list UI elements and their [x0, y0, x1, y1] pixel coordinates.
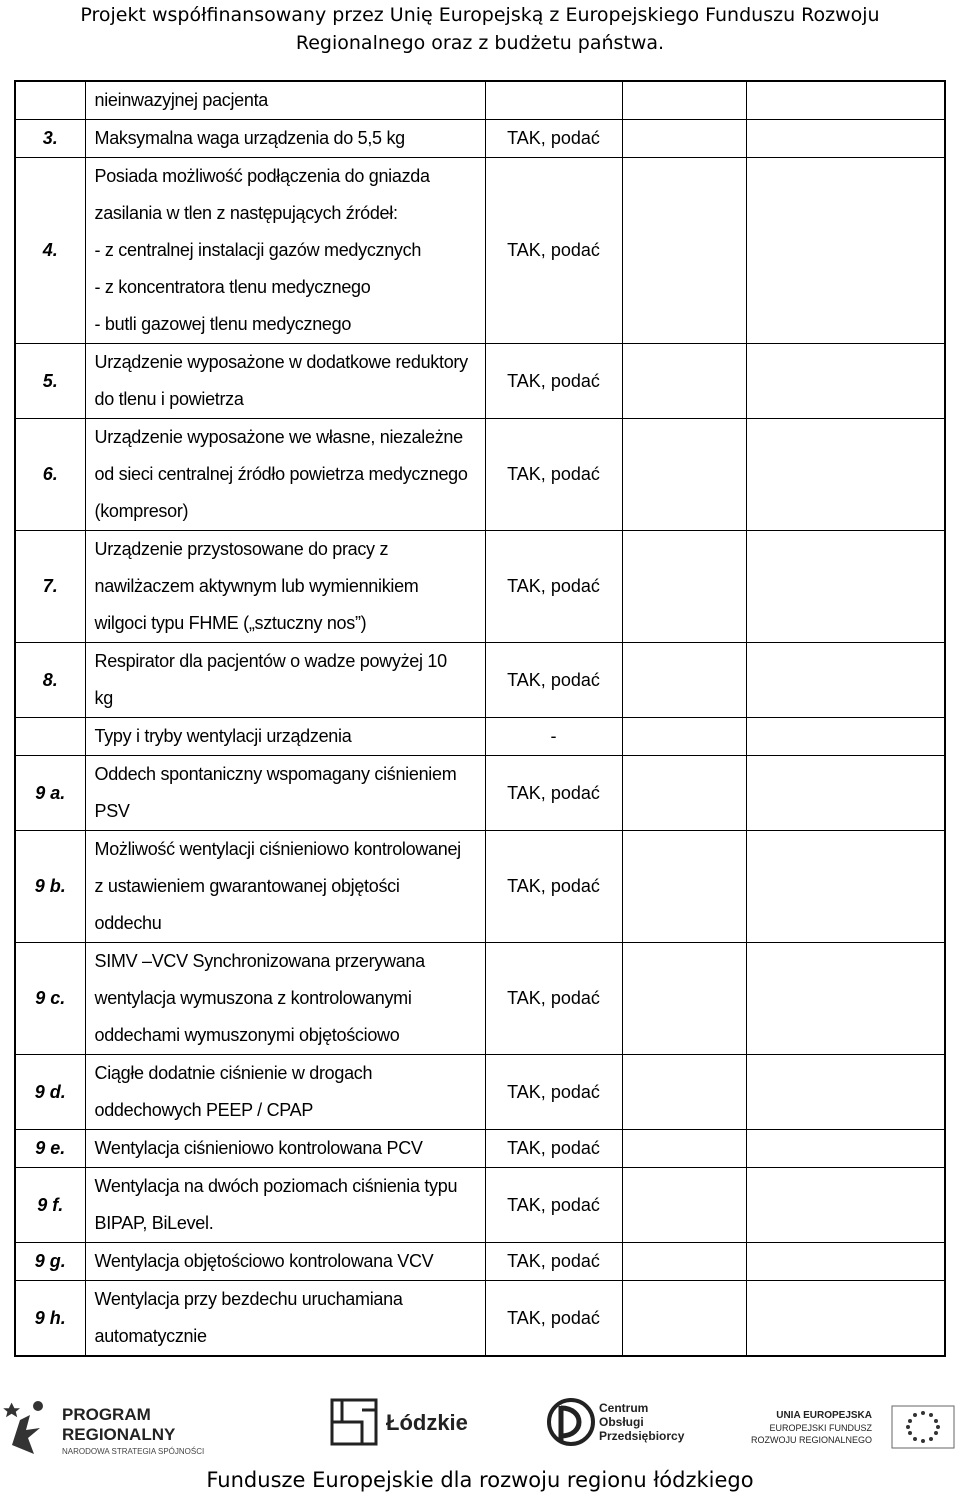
row-description: [85, 1055, 485, 1130]
row-notes-cell: [746, 120, 945, 158]
description-line: Ciągłe dodatnie ciśnienie w drogach: [94, 1063, 373, 1083]
row-requirement: TAK, podać: [485, 1168, 622, 1243]
row-notes-cell: [746, 1168, 945, 1243]
description-line: - butli gazowej tlenu medycznego: [94, 314, 352, 334]
row-number: 9 b.: [15, 831, 85, 943]
table-row: [15, 756, 945, 831]
row-requirement: TAK, podać: [485, 943, 622, 1055]
row-offered-cell: [622, 1281, 746, 1357]
row-notes-cell: [746, 81, 945, 120]
row-offered-cell: [622, 756, 746, 831]
description-line: wilgoci typu FHME („sztuczny nos”): [94, 613, 367, 633]
description-line: Typy i tryby wentylacji urządzenia: [94, 726, 352, 746]
description-line: Maksymalna waga urządzenia do 5,5 kg: [94, 128, 405, 148]
page-footer: Fundusze Europejskie dla rozwoju regionu łódzkiego: [206, 1468, 754, 1492]
row-number: 3.: [15, 120, 85, 158]
table-row: [15, 120, 945, 158]
row-number: 4.: [15, 158, 85, 344]
description-line: Respirator dla pacjentów o wadze powyżej 10: [94, 651, 447, 671]
row-description: [85, 531, 485, 643]
row-notes-cell: [746, 1055, 945, 1130]
description-line: kg: [94, 688, 113, 708]
table-row: [15, 831, 945, 943]
table-row: [15, 718, 945, 756]
lodzkie-emblem-icon: [332, 1400, 376, 1444]
description-line: Wentylacja na dwóch poziomach ciśnienia typu: [94, 1176, 458, 1196]
row-number: 9 d.: [15, 1055, 85, 1130]
description-line: Wentylacja ciśnieniowo kontrolowana PCV: [94, 1138, 423, 1158]
description-line: Posiada możliwość podłączenia do gniazda: [94, 166, 430, 186]
row-description: [85, 943, 485, 1055]
description-line: PSV: [94, 801, 130, 821]
description-line: zasilania w tlen z następujących źródeł:: [94, 203, 398, 223]
description-line: SIMV –VCV Synchronizowana przerywana: [94, 951, 425, 971]
description-line: Wentylacja objętościowo kontrolowana VCV: [94, 1251, 434, 1271]
row-notes-cell: [746, 531, 945, 643]
header-line-2: Regionalnego oraz z budżetu państwa.: [295, 32, 665, 54]
centrum-line-1: Centrum: [599, 1401, 649, 1415]
table-row: [15, 1055, 945, 1130]
description-line: automatycznie: [94, 1326, 207, 1346]
row-description: [85, 756, 485, 831]
description-line: oddechowych PEEP / CPAP: [94, 1100, 314, 1120]
row-number: 9 c.: [15, 943, 85, 1055]
row-notes-cell: [746, 158, 945, 344]
row-offered-cell: [622, 1130, 746, 1168]
row-number: 9 a.: [15, 756, 85, 831]
description-line: do tlenu i powietrza: [94, 389, 244, 409]
row-offered-cell: [622, 531, 746, 643]
description-line: - z centralnej instalacji gazów medycznych: [94, 240, 422, 260]
row-description: [85, 120, 485, 158]
header-line-1: Projekt współfinansowany przez Unię Europejską z Europejskiego Funduszu Rozwoju: [80, 4, 880, 26]
description-line: wentylacja wymuszona z kontrolowanymi: [94, 988, 412, 1008]
row-description: [85, 1168, 485, 1243]
program-regionalny-logo: [0, 1390, 215, 1460]
row-description: [85, 643, 485, 718]
row-offered-cell: [622, 344, 746, 419]
row-offered-cell: [622, 831, 746, 943]
row-number: 9 g.: [15, 1243, 85, 1281]
row-number: [15, 718, 85, 756]
description-line: Urządzenie przystosowane do pracy z: [94, 539, 389, 559]
row-description: [85, 1281, 485, 1357]
table-row: [15, 81, 945, 120]
eu-line-2: EUROPEJSKI FUNDUSZ: [769, 1423, 872, 1433]
row-notes-cell: [746, 718, 945, 756]
eu-flag-icon: [892, 1406, 954, 1448]
row-number: 9 h.: [15, 1281, 85, 1357]
logos-bar: [0, 1382, 960, 1462]
centrum-obslugi-logo: [545, 1396, 685, 1456]
row-offered-cell: [622, 158, 746, 344]
description-line: (kompresor): [94, 501, 189, 521]
row-offered-cell: [622, 1243, 746, 1281]
row-requirement: -: [485, 718, 622, 756]
row-description: [85, 718, 485, 756]
table-row: [15, 158, 945, 344]
row-description: [85, 344, 485, 419]
row-number: 9 f.: [15, 1168, 85, 1243]
row-notes-cell: [746, 1281, 945, 1357]
row-notes-cell: [746, 756, 945, 831]
row-description: [85, 831, 485, 943]
row-offered-cell: [622, 643, 746, 718]
row-requirement: TAK, podać: [485, 1055, 622, 1130]
row-requirement: TAK, podać: [485, 158, 622, 344]
row-requirement: TAK, podać: [485, 419, 622, 531]
row-requirement: [485, 81, 622, 120]
description-line: Oddech spontaniczny wspomagany ciśnieniem: [94, 764, 457, 784]
row-notes-cell: [746, 1130, 945, 1168]
row-requirement: TAK, podać: [485, 1130, 622, 1168]
row-requirement: TAK, podać: [485, 643, 622, 718]
centrum-line-2: Obsługi: [599, 1415, 644, 1429]
row-offered-cell: [622, 120, 746, 158]
row-notes-cell: [746, 943, 945, 1055]
row-description: [85, 81, 485, 120]
row-notes-cell: [746, 831, 945, 943]
row-notes-cell: [746, 1243, 945, 1281]
description-line: BIPAP, BiLevel.: [94, 1213, 214, 1233]
row-number: 9 e.: [15, 1130, 85, 1168]
table-row: [15, 1130, 945, 1168]
row-description: [85, 158, 485, 344]
row-number: 5.: [15, 344, 85, 419]
row-number: 8.: [15, 643, 85, 718]
table-row: [15, 1243, 945, 1281]
table-row: [15, 1281, 945, 1357]
page-header: [0, 0, 960, 57]
row-requirement: TAK, podać: [485, 756, 622, 831]
lodzkie-name: Łódzkie: [386, 1410, 468, 1435]
description-line: z ustawieniem gwarantowanej objętości: [94, 876, 400, 896]
row-notes-cell: [746, 643, 945, 718]
row-requirement: TAK, podać: [485, 120, 622, 158]
cop-emblem-icon: [549, 1400, 593, 1444]
star-figure-icon: [3, 1401, 43, 1454]
table-row: [15, 344, 945, 419]
row-number: [15, 81, 85, 120]
description-line: Możliwość wentylacji ciśnieniowo kontrolowanej: [94, 839, 461, 859]
table-row: [15, 1168, 945, 1243]
row-description: [85, 419, 485, 531]
table-row: [15, 531, 945, 643]
description-line: od sieci centralnej źródło powietrza medycznego: [94, 464, 468, 484]
row-offered-cell: [622, 718, 746, 756]
eu-logo: [750, 1404, 958, 1452]
row-offered-cell: [622, 419, 746, 531]
program-line-2: REGIONALNY: [62, 1425, 176, 1444]
specification-table: [14, 80, 946, 1357]
row-requirement: TAK, podać: [485, 531, 622, 643]
description-line: Wentylacja przy bezdechu uruchamiana: [94, 1289, 403, 1309]
row-number: 6.: [15, 419, 85, 531]
row-requirement: TAK, podać: [485, 1281, 622, 1357]
program-line-1: PROGRAM: [62, 1405, 151, 1424]
description-line: nieinwazyjnej pacjenta: [94, 90, 269, 110]
program-line-3: NARODOWA STRATEGIA SPÓJNOŚCI: [62, 1447, 205, 1456]
row-offered-cell: [622, 1168, 746, 1243]
table-row: [15, 943, 945, 1055]
centrum-line-3: Przedsiębiorcy: [599, 1429, 685, 1443]
row-offered-cell: [622, 1055, 746, 1130]
row-description: [85, 1243, 485, 1281]
table-row: [15, 419, 945, 531]
eu-line-3: ROZWOJU REGIONALNEGO: [750, 1435, 872, 1445]
row-number: 7.: [15, 531, 85, 643]
row-notes-cell: [746, 419, 945, 531]
row-notes-cell: [746, 344, 945, 419]
description-line: oddechami wymuszonymi objętościowo: [94, 1025, 400, 1045]
lodzkie-logo: [328, 1392, 468, 1454]
row-offered-cell: [622, 81, 746, 120]
description-line: - z koncentratora tlenu medycznego: [94, 277, 371, 297]
row-requirement: TAK, podać: [485, 1243, 622, 1281]
row-requirement: TAK, podać: [485, 344, 622, 419]
description-line: Urządzenie wyposażone w dodatkowe reduktory: [94, 352, 468, 372]
row-offered-cell: [622, 943, 746, 1055]
row-requirement: TAK, podać: [485, 831, 622, 943]
description-line: Urządzenie wyposażone we własne, niezależne: [94, 427, 463, 447]
table-row: [15, 643, 945, 718]
description-line: nawilżaczem aktywnym lub wymiennikiem: [94, 576, 419, 596]
description-line: oddechu: [94, 913, 162, 933]
eu-line-1: UNIA EUROPEJSKA: [776, 1410, 872, 1421]
row-description: [85, 1130, 485, 1168]
